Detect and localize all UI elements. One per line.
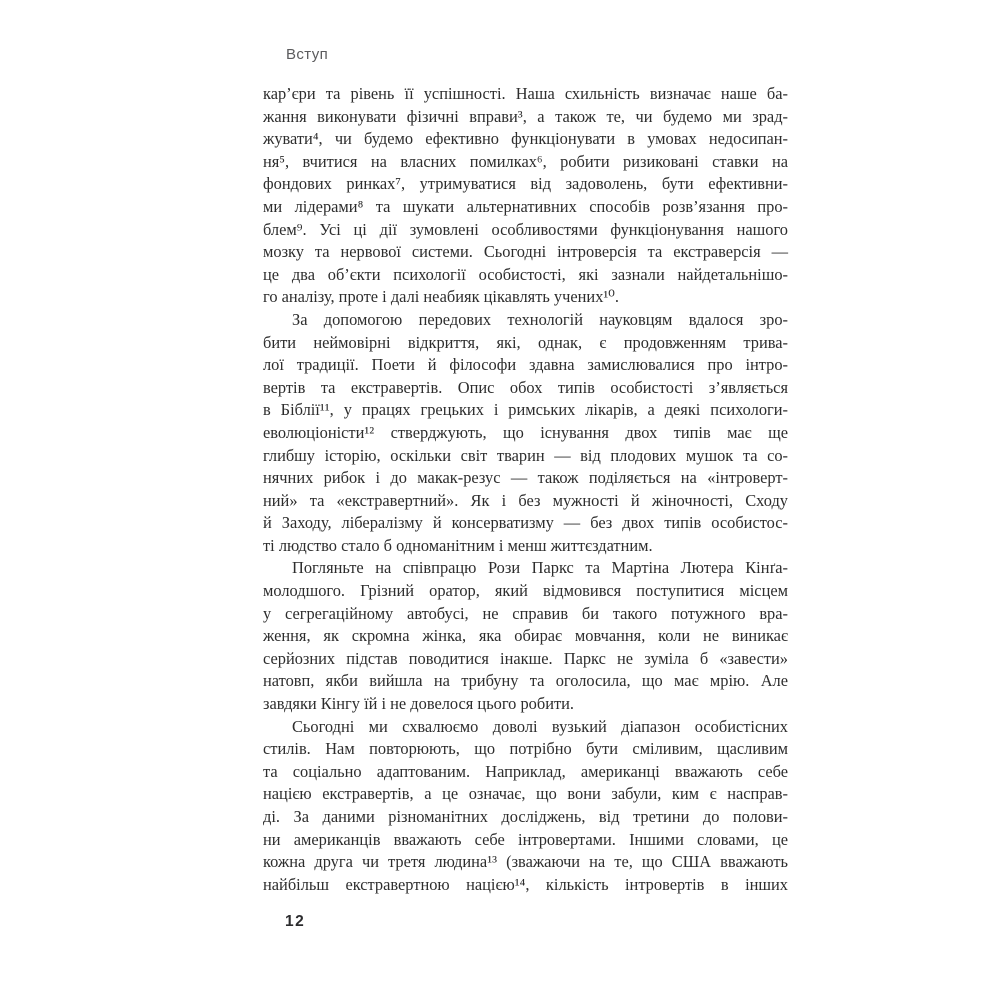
text-line: кар’єри та рівень її успішності. Наша схильність визначає наше ба- [263, 84, 788, 103]
text-line: ми лідерами⁸ та шукати альтернативних способів розв’язання про- [263, 196, 788, 216]
text-line: ни американців вважають себе інтровертами. Іншими словами, це [263, 829, 788, 849]
text-line: бити неймовірні відкриття, які, однак, є продовженням трива- [263, 332, 788, 352]
text-line: мозку та нервової системи. Сьогодні інтроверсія та екстраверсія — [263, 242, 788, 262]
text-line: ження, як скромна жінка, яка обирає мовчання, коли не виникає [263, 626, 788, 646]
text-line: у сегрегаційному автобусі, не справив би такого потужного вра- [263, 603, 788, 623]
text-line: жувати⁴, чи будемо ефективно функціонувати в умовах недосипан- [263, 129, 788, 149]
text-line: нацією екстравертів, а це означає, що вони забули, ким є насправ- [263, 784, 788, 804]
text-line: молодшого. Грізний оратор, який відмовився поступитися місцем [263, 581, 788, 601]
text-line: натовп, якби вийшла на трибуну та оголосила, що має мрію. Але [263, 671, 788, 691]
paragraph [263, 83, 788, 309]
text-line: й Заходу, лібералізму й консерватизму — без двох типів особистос- [263, 513, 788, 533]
text-line: нячних рибок і до макак-резус — також поділяється на «інтроверт- [263, 468, 788, 488]
text-line: Сьогодні ми схвалюємо доволі вузький діапазон особистісних [292, 716, 788, 736]
text-line: серйозних підстав поводитися інакше. Паркс не зуміла б «завести» [263, 648, 788, 668]
text-line: це два об’єкти психології особистості, які зазнали найдетальнішо- [263, 264, 788, 284]
text-line: ті людство стало б одноманітним і менш життєздатним. [263, 535, 653, 555]
text-line: стилів. Нам повторюють, що потрібно бути сміливим, щасливим [263, 739, 788, 759]
text-line: фондових ринках⁷, утримуватися від задоволень, бути ефективни- [263, 174, 788, 194]
text-line: ний» та «екстравертний». Як і без мужності й жіночності, Сходу [263, 490, 788, 510]
running-head: Вступ [286, 46, 329, 63]
text-line: завдяки Кінгу їй і не довелося цього робити. [263, 694, 575, 714]
body-text-block [263, 83, 788, 896]
text-line: глибшу історію, оскільки світ тварин — від плодових мушок та со- [263, 445, 788, 465]
text-line: блем⁹. Усі ці дії зумовлені особливостями функціонування нашого [263, 219, 788, 239]
paragraph [263, 557, 788, 715]
page-number: 12 [285, 913, 306, 930]
text-line: еволюціоністи¹² стверджують, що існування двох типів має ще [263, 422, 788, 442]
paragraph [263, 309, 788, 558]
paragraph [263, 716, 788, 897]
text-line: За допомогою передових технологій науковцям вдалося зро- [292, 309, 788, 329]
text-line: лої традиції. Поети й філософи здавна замислювалися про інтро- [263, 355, 788, 375]
text-line: ді. За даними різноманітних досліджень, від третини до полови- [263, 807, 788, 826]
text-line: найбільш екстравертною нацією¹⁴, кількість інтровертів в інших [263, 874, 788, 894]
text-line: вертів та екстравертів. Опис обох типів особистості з’являється [263, 377, 788, 397]
text-line: жання виконувати фізичні вправи³, а також те, чи будемо ми зрад- [263, 106, 788, 126]
text-line: ня⁵, вчитися на власних помилках⁶, робити ризиковані ставки на [263, 151, 788, 171]
text-line: кожна друга чи третя людина¹³ (зважаючи на те, що США вважають [263, 852, 788, 872]
text-line: Погляньте на співпрацю Рози Паркс та Мартіна Лютера Кінґа- [292, 558, 788, 578]
text-line: го аналізу, проте і далі неабияк цікавлять учених¹⁰. [263, 287, 619, 307]
text-line: в Біблії¹¹, у працях грецьких і римських лікарів, а деякі психологи- [263, 400, 788, 420]
text-line: та соціально адаптованим. Наприклад, американці вважають себе [263, 761, 788, 781]
